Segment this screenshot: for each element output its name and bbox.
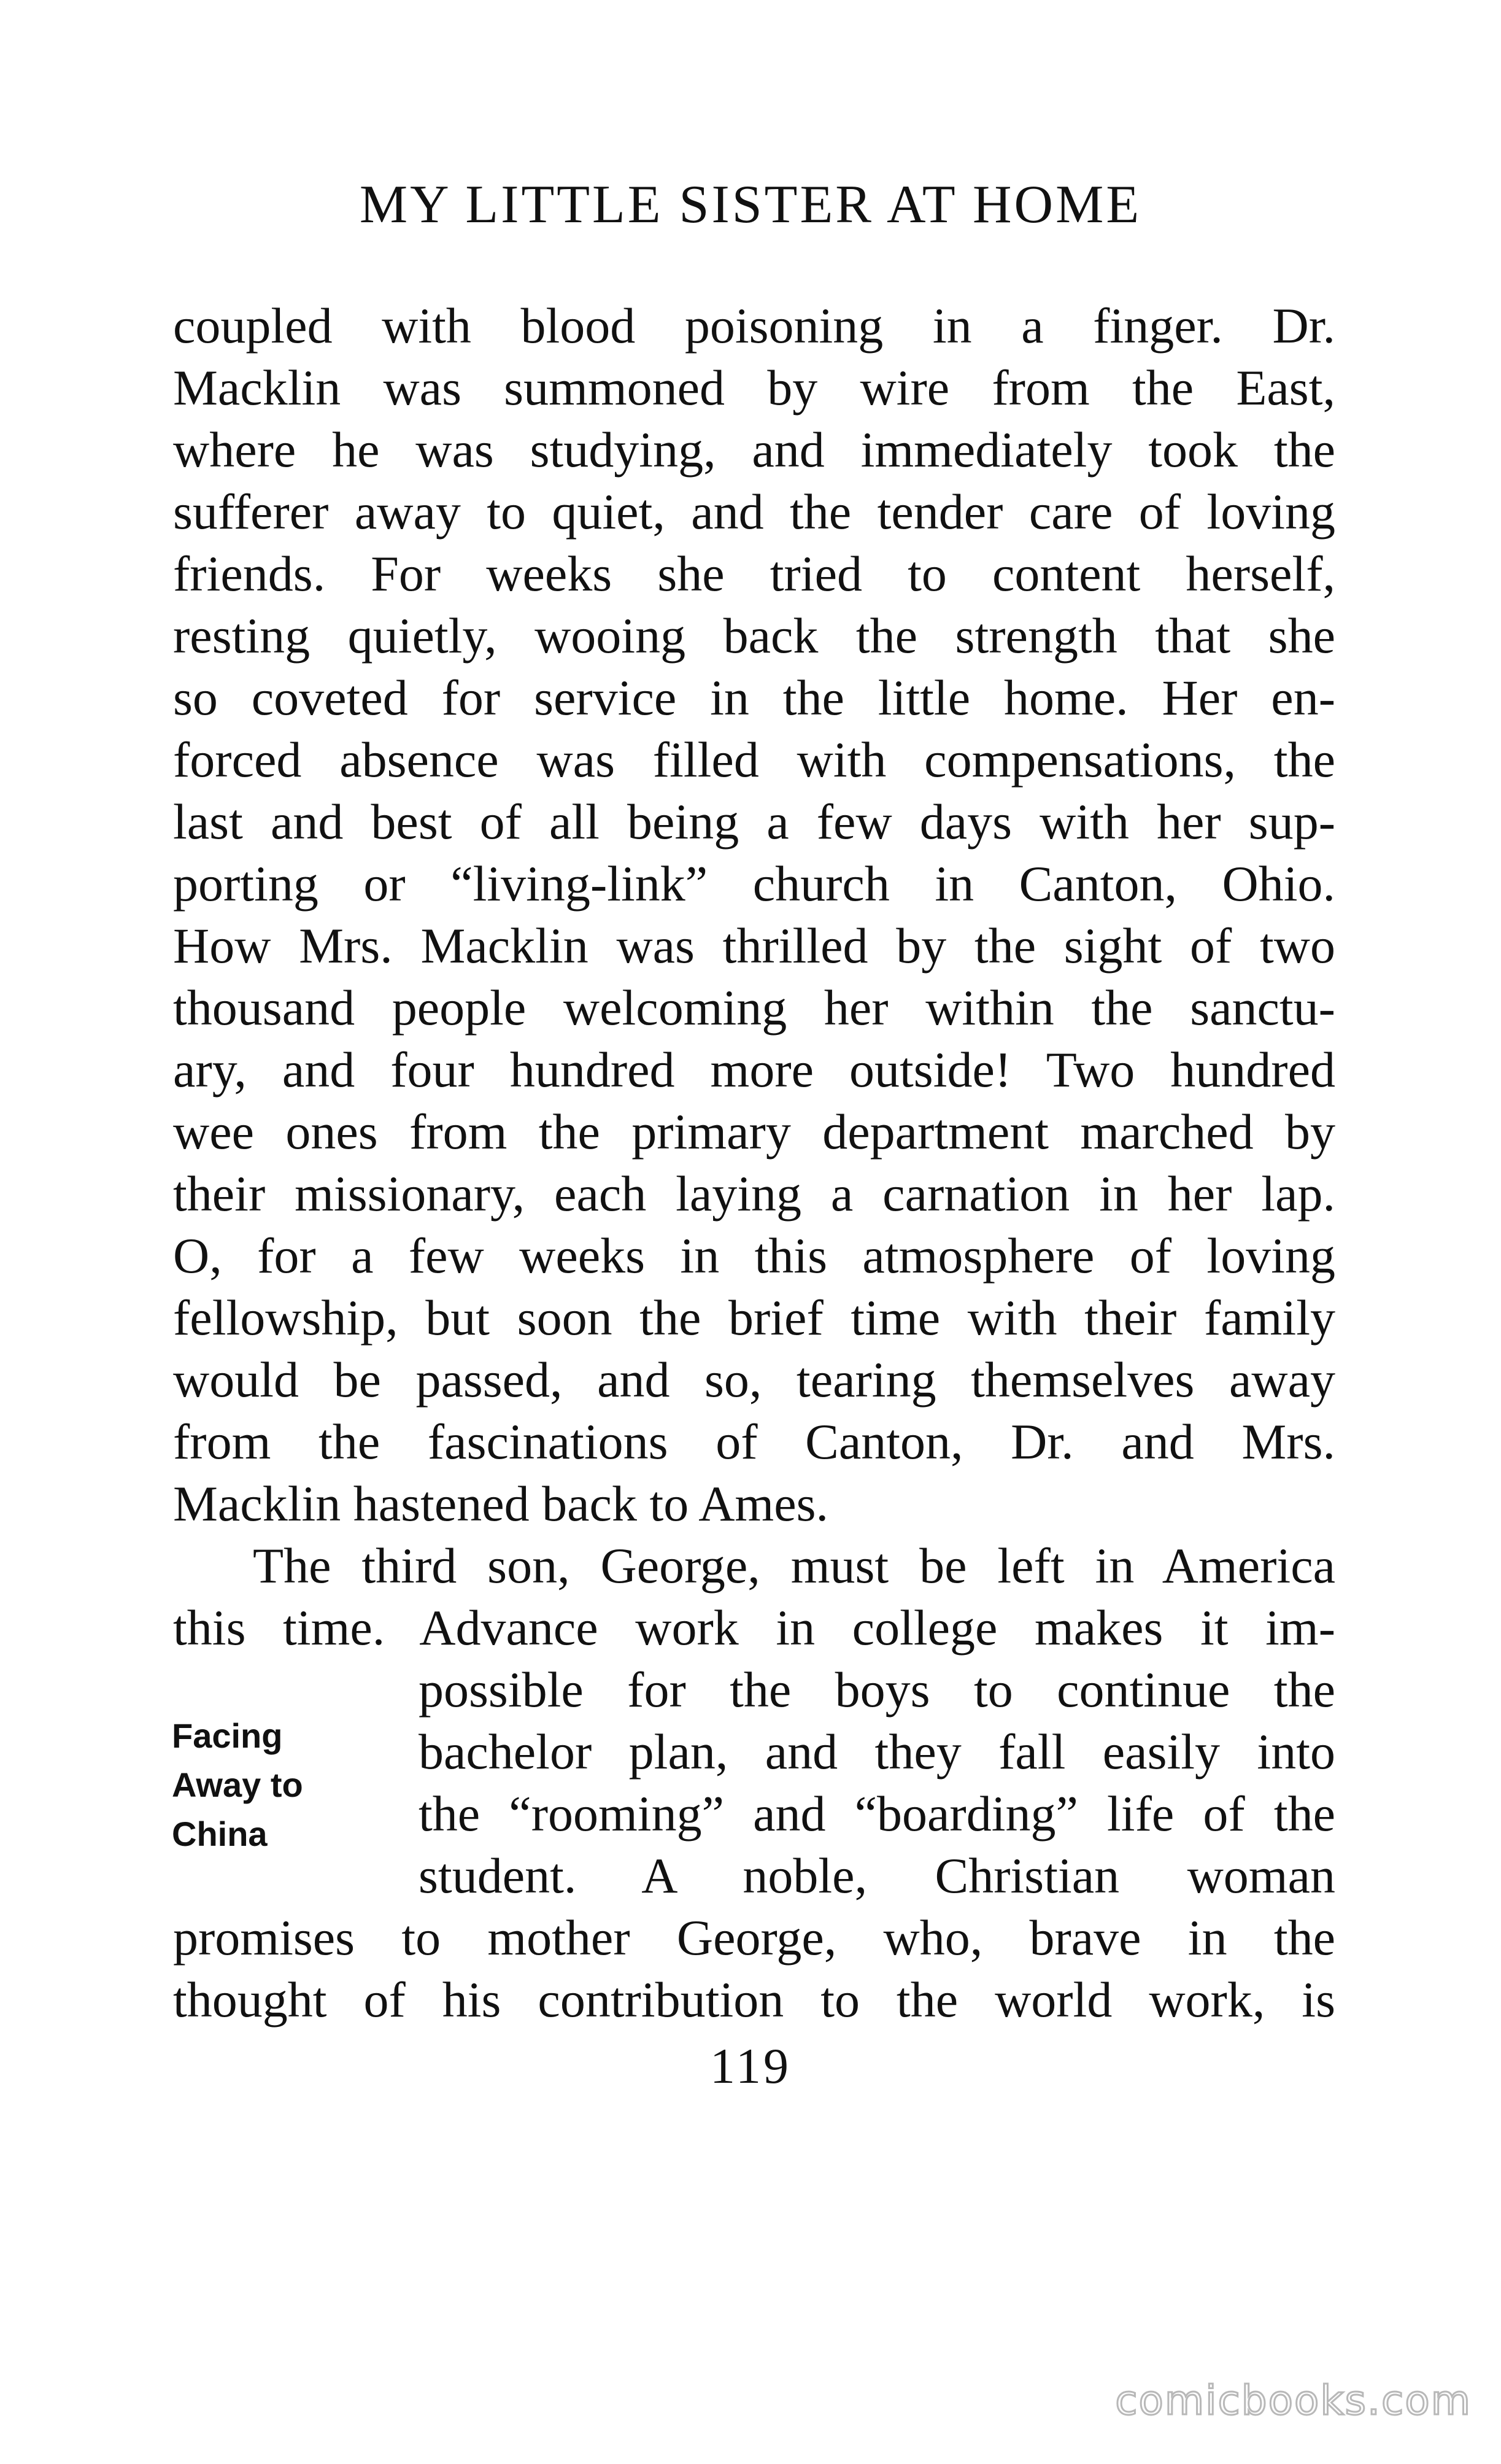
text-line: Macklin was summoned by wire from the East, — [173, 360, 1335, 416]
text-line: where he was studying, and immediately took the — [173, 422, 1335, 478]
text-line: so coveted for service in the little home. Her en- — [173, 670, 1335, 726]
margin-note-line: Facing — [172, 1716, 283, 1755]
text-line: friends. For weeks she tried to content herself, — [173, 546, 1335, 602]
text-line: sufferer away to quiet, and the tender care of loving — [173, 484, 1335, 540]
margin-note-line: Away to — [172, 1765, 303, 1804]
text-line-beside-note: the “rooming” and “boarding” life of the — [419, 1786, 1335, 1842]
text-line: from the fascinations of Canton, Dr. and Mrs. — [173, 1414, 1335, 1470]
text-line: promises to mother George, who, brave in the — [173, 1910, 1335, 1966]
text-line-beside-note: bachelor plan, and they fall easily into — [419, 1724, 1335, 1780]
margin-note — [172, 1711, 303, 1859]
text-line: forced absence was filled with compensations, the — [173, 732, 1335, 788]
text-line-last: Macklin hastened back to Ames. — [173, 1476, 829, 1532]
text-line: wee ones from the primary department marched by — [173, 1104, 1335, 1160]
running-head: MY LITTLE SISTER AT HOME — [359, 175, 1142, 234]
text-line: thousand people welcoming her within the sanctu- — [173, 980, 1335, 1036]
text-line: ary, and four hundred more outside! Two hundred — [173, 1042, 1335, 1098]
page-number: 119 — [710, 2038, 791, 2094]
watermark: comicbooks.com — [1115, 2377, 1472, 2424]
text-line: fellowship, but soon the brief time with their family — [173, 1290, 1335, 1346]
text-line: thought of his contribution to the world work, is — [173, 1972, 1335, 2028]
margin-note-line: China — [172, 1815, 268, 1853]
text-line: resting quietly, wooing back the strength that she — [173, 608, 1335, 664]
text-line: last and best of all being a few days with her sup- — [173, 794, 1335, 850]
text-line: would be passed, and so, tearing themselves away — [173, 1352, 1335, 1408]
text-line: O, for a few weeks in this atmosphere of loving — [173, 1228, 1335, 1284]
text-line: porting or “living-link” church in Canton, Ohio. — [173, 856, 1335, 912]
text-line-beside-note: student. A noble, Christian woman — [419, 1848, 1335, 1904]
text-line: How Mrs. Macklin was thrilled by the sight of two — [173, 918, 1335, 974]
text-line-indented: The third son, George, must be left in America — [253, 1538, 1335, 1594]
text-line-beside-note: possible for the boys to continue the — [419, 1662, 1335, 1718]
text-line: this time. Advance work in college makes it im- — [173, 1600, 1335, 1656]
text-line: their missionary, each laying a carnation in her lap. — [173, 1166, 1335, 1222]
text-line: coupled with blood poisoning in a finger. Dr. — [173, 298, 1335, 354]
